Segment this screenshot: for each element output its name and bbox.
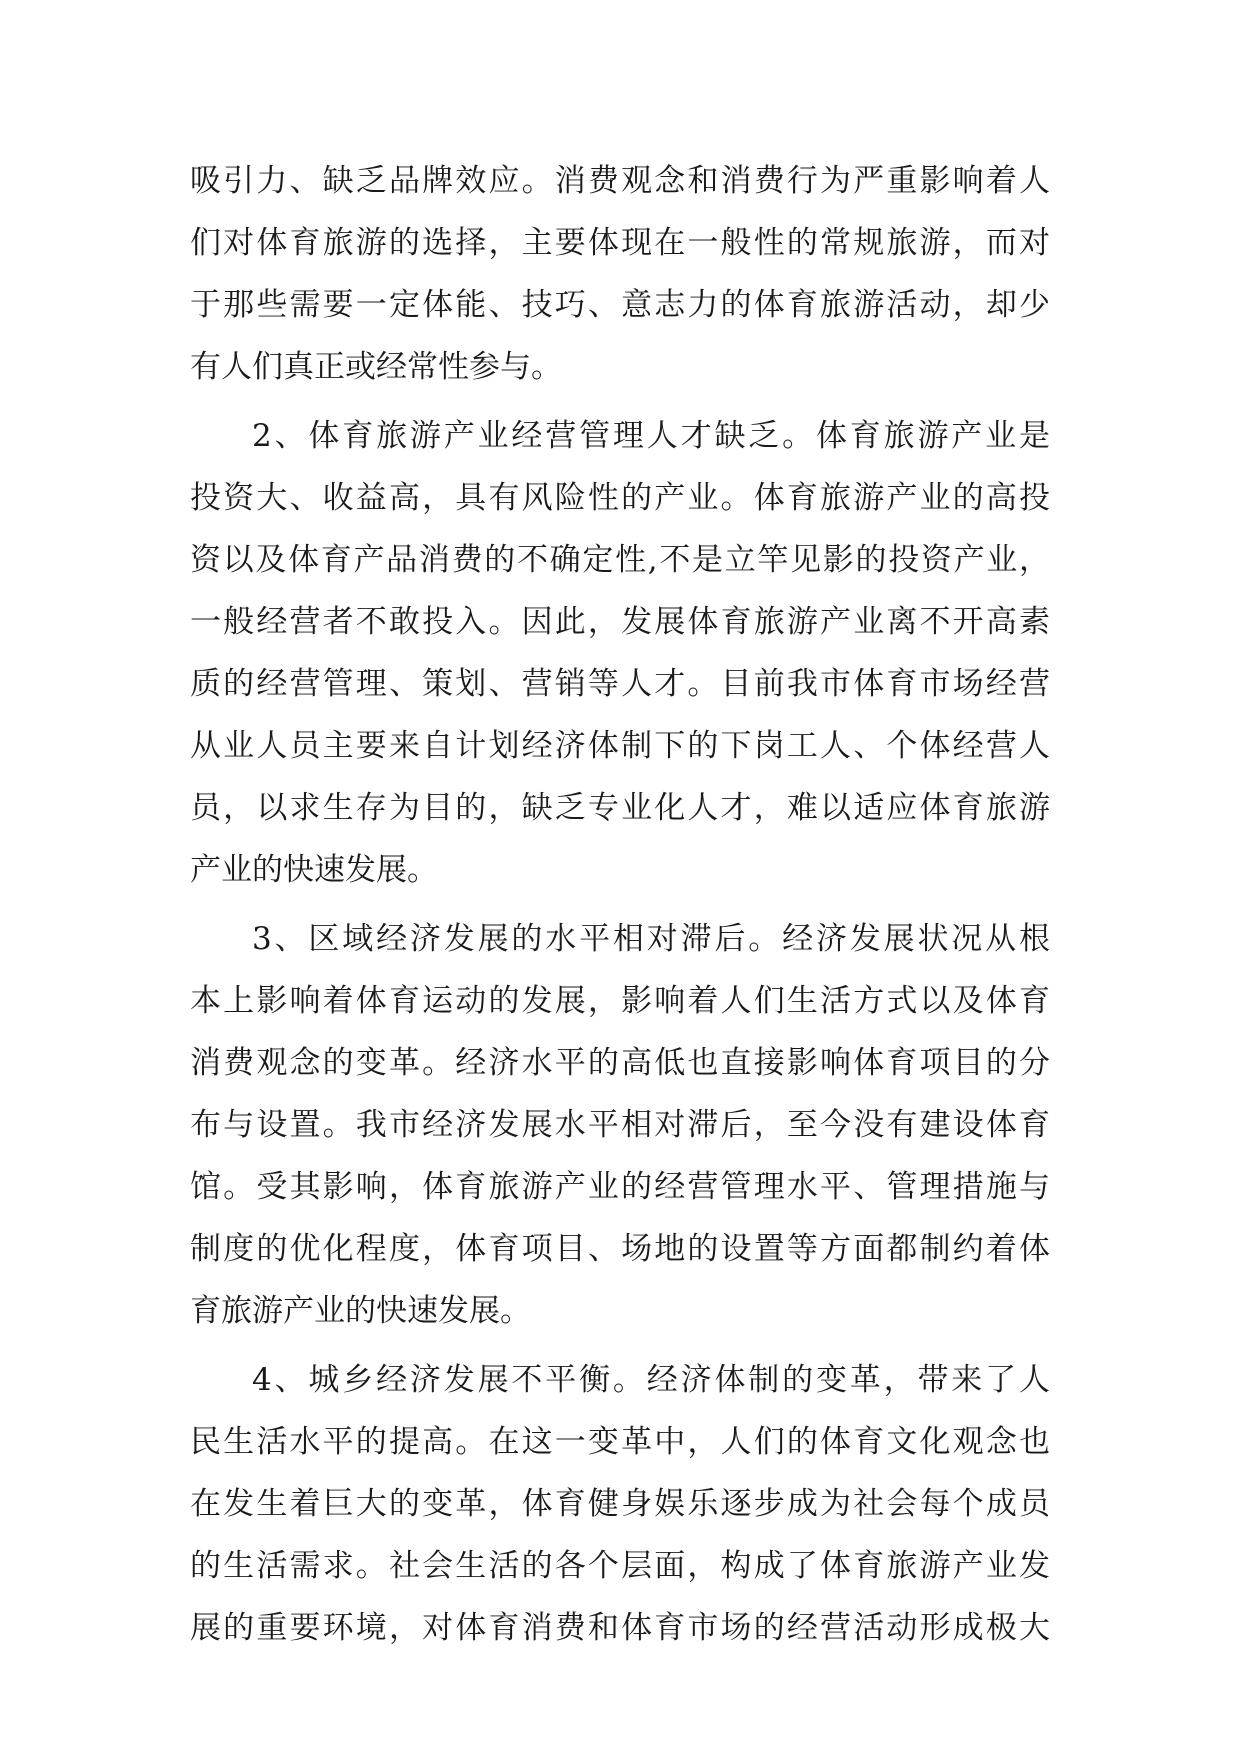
text-line: 质的经营管理、策划、营销等人才。目前我市体育市场经营: [190, 666, 1050, 702]
text-line: 民生活水平的提高。在这一变革中，人们的体育文化观念也: [190, 1424, 1050, 1460]
text-line: 布与设置。我市经济发展水平相对滞后，至今没有建设体育: [190, 1107, 1050, 1143]
text-line: 产业的快速发展。: [190, 852, 438, 888]
text-line: 吸引力、缺乏品牌效应。消费观念和消费行为严重影响着人: [190, 163, 1050, 199]
text-line: 馆。受其影响，体育旅游产业的经营管理水平、管理措施与: [190, 1169, 1050, 1205]
text-line: 于那些需要一定体能、技巧、意志力的体育旅游活动，却少: [190, 287, 1050, 323]
text-line: 3、区域经济发展的水平相对滞后。经济发展状况从根: [252, 921, 1050, 957]
text-line: 展的重要环境，对体育消费和体育市场的经营活动形成极大: [190, 1610, 1050, 1646]
text-line: 的生活需求。社会生活的各个层面，构成了体育旅游产业发: [190, 1548, 1050, 1584]
text-line: 4、城乡经济发展不平衡。经济体制的变革，带来了人: [252, 1362, 1050, 1398]
text-line: 们对体育旅游的选择，主要体现在一般性的常规旅游，而对: [190, 225, 1050, 261]
text-line: 在发生着巨大的变革，体育健身娱乐逐步成为社会每个成员: [190, 1486, 1050, 1522]
text-line: 投资大、收益高，具有风险性的产业。体育旅游产业的高投: [190, 480, 1050, 516]
text-line: 本上影响着体育运动的发展，影响着人们生活方式以及体育: [190, 983, 1050, 1019]
text-line: 从业人员主要来自计划经济体制下的下岗工人、个体经营人: [190, 728, 1050, 764]
text-line: 员，以求生存为目的，缺乏专业化人才，难以适应体育旅游: [190, 790, 1050, 826]
text-line: 资以及体育产品消费的不确定性,不是立竿见影的投资产业，: [190, 542, 1050, 578]
text-line: 2、体育旅游产业经营管理人才缺乏。体育旅游产业是: [252, 418, 1050, 454]
text-line: 一般经营者不敢投入。因此，发展体育旅游产业离不开高素: [190, 604, 1050, 640]
text-line: 制度的优化程度，体育项目、场地的设置等方面都制约着体: [190, 1231, 1050, 1267]
text-line: 有人们真正或经常性参与。: [190, 349, 562, 385]
text-line: 消费观念的变革。经济水平的高低也直接影响体育项目的分: [190, 1045, 1050, 1081]
text-line: 育旅游产业的快速发展。: [190, 1293, 531, 1329]
